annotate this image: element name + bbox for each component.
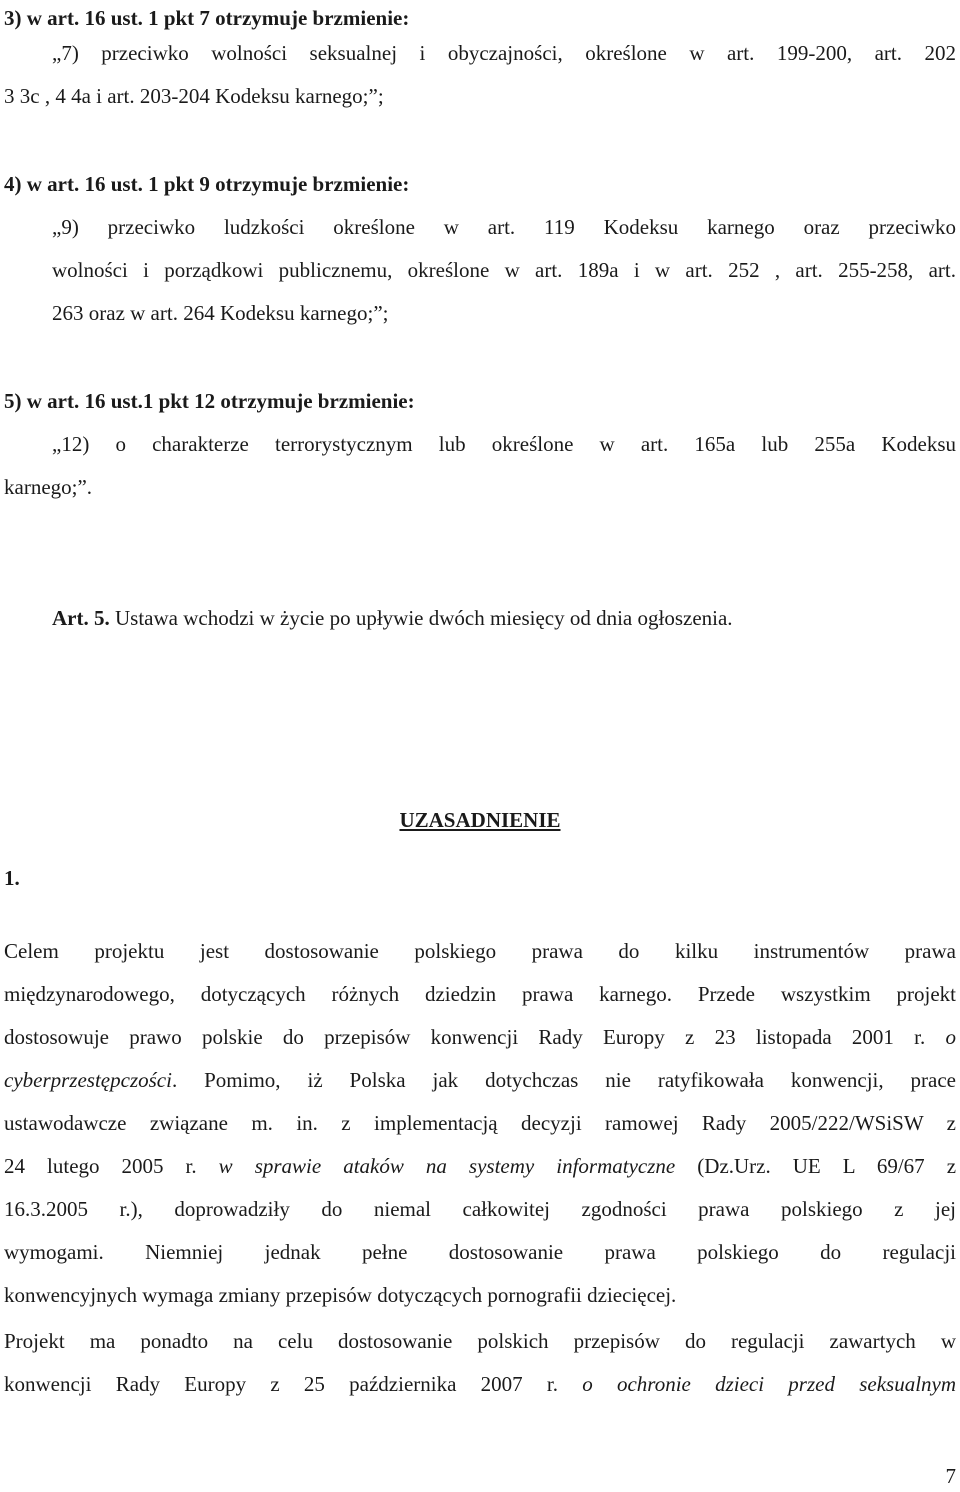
justification-line-6-text-b: (Dz.Urz. UE L 69/67 z — [697, 1154, 957, 1178]
justification-line-11 — [4, 1363, 956, 1406]
justification-title: UZASADNIENIE — [399, 808, 561, 832]
amendment-4-line-2: wolności i porządkowi publicznemu, określone w art. 189a i w art. 252 , art. 255-258, art. — [52, 258, 956, 282]
amendment-3-line-2: 3 3c , 4 4a i art. 203-204 Kodeksu karnego;”; — [4, 84, 384, 108]
justification-line-11-text: konwencji Rady Europy z 25 października 2007 r. — [4, 1372, 558, 1396]
justification-line-6-text-a: 24 lutego 2005 r. — [4, 1154, 197, 1178]
justification-line-8: wymogami. Niemniej jednak pełne dostosowanie prawa polskiego do regulacji — [4, 1240, 956, 1264]
justification-line-3-text: dostosowuje prawo polskie do przepisów konwencji Rady Europy z 23 listopada 2001 r. — [4, 1025, 926, 1049]
justification-line-1: Celem projektu jest dostosowanie polskiego prawa do kilku instrumentów prawa — [4, 939, 956, 963]
justification-line-3-italic: o — [945, 1025, 957, 1049]
article-5-text: Ustawa wchodzi w życie po upływie dwóch miesięcy od dnia ogłoszenia. — [109, 606, 733, 630]
amendment-4-line-3: 263 oraz w art. 264 Kodeksu karnego;”; — [52, 301, 389, 325]
justification-line-4-italic: cyberprzestępczości — [4, 1068, 172, 1092]
justification-line-7: 16.3.2005 r.), doprowadziły do niemal całkowitej zgodności prawa polskiego z jej — [4, 1197, 956, 1221]
justification-line-2: międzynarodowego, dotyczących różnych dziedzin prawa karnego. Przede wszystkim projekt — [4, 982, 956, 1006]
amendment-4-line-1: „9) przeciwko ludzkości określone w art. 119 Kodeksu karnego oraz przeciwko — [52, 215, 956, 239]
justification-line-6-italic: w sprawie ataków na systemy informatyczne — [218, 1154, 676, 1178]
article-5 — [4, 597, 956, 640]
article-5-label: Art. 5. — [52, 606, 110, 630]
justification-line-4-text: . Pomimo, iż Polska jak dotychczas nie ratyfikowała konwencji, prace — [171, 1068, 956, 1092]
amendment-4-heading: 4) w art. 16 ust. 1 pkt 9 otrzymuje brzmienie: — [4, 172, 410, 196]
amendment-3-line-1: „7) przeciwko wolności seksualnej i obyczajności, określone w art. 199-200, art. 202 — [52, 41, 956, 65]
amendment-5-line-1: „12) o charakterze terrorystycznym lub określone w art. 165a lub 255a Kodeksu — [52, 432, 956, 456]
justification-line-5: ustawodawcze związane m. in. z implementacją decyzji ramowej Rady 2005/222/WSiSW z — [4, 1111, 956, 1135]
page-number: 7 — [945, 1464, 956, 1488]
amendment-5-heading: 5) w art. 16 ust.1 pkt 12 otrzymuje brzmienie: — [4, 389, 415, 413]
justification-section-number: 1. — [4, 866, 20, 890]
justification-line-4 — [4, 1059, 956, 1102]
justification-line-3 — [4, 1016, 956, 1059]
amendment-3-heading: 3) w art. 16 ust. 1 pkt 7 otrzymuje brzmienie: — [4, 6, 410, 30]
amendment-5-line-2: karnego;”. — [4, 475, 93, 499]
justification-line-10: Projekt ma ponadto na celu dostosowanie polskich przepisów do regulacji zawartych w — [4, 1329, 956, 1353]
justification-line-9: konwencyjnych wymaga zmiany przepisów dotyczących pornografii dziecięcej. — [4, 1283, 677, 1307]
justification-line-11-italic: o ochronie dzieci przed seksualnym — [582, 1372, 957, 1396]
justification-line-6 — [4, 1145, 956, 1188]
